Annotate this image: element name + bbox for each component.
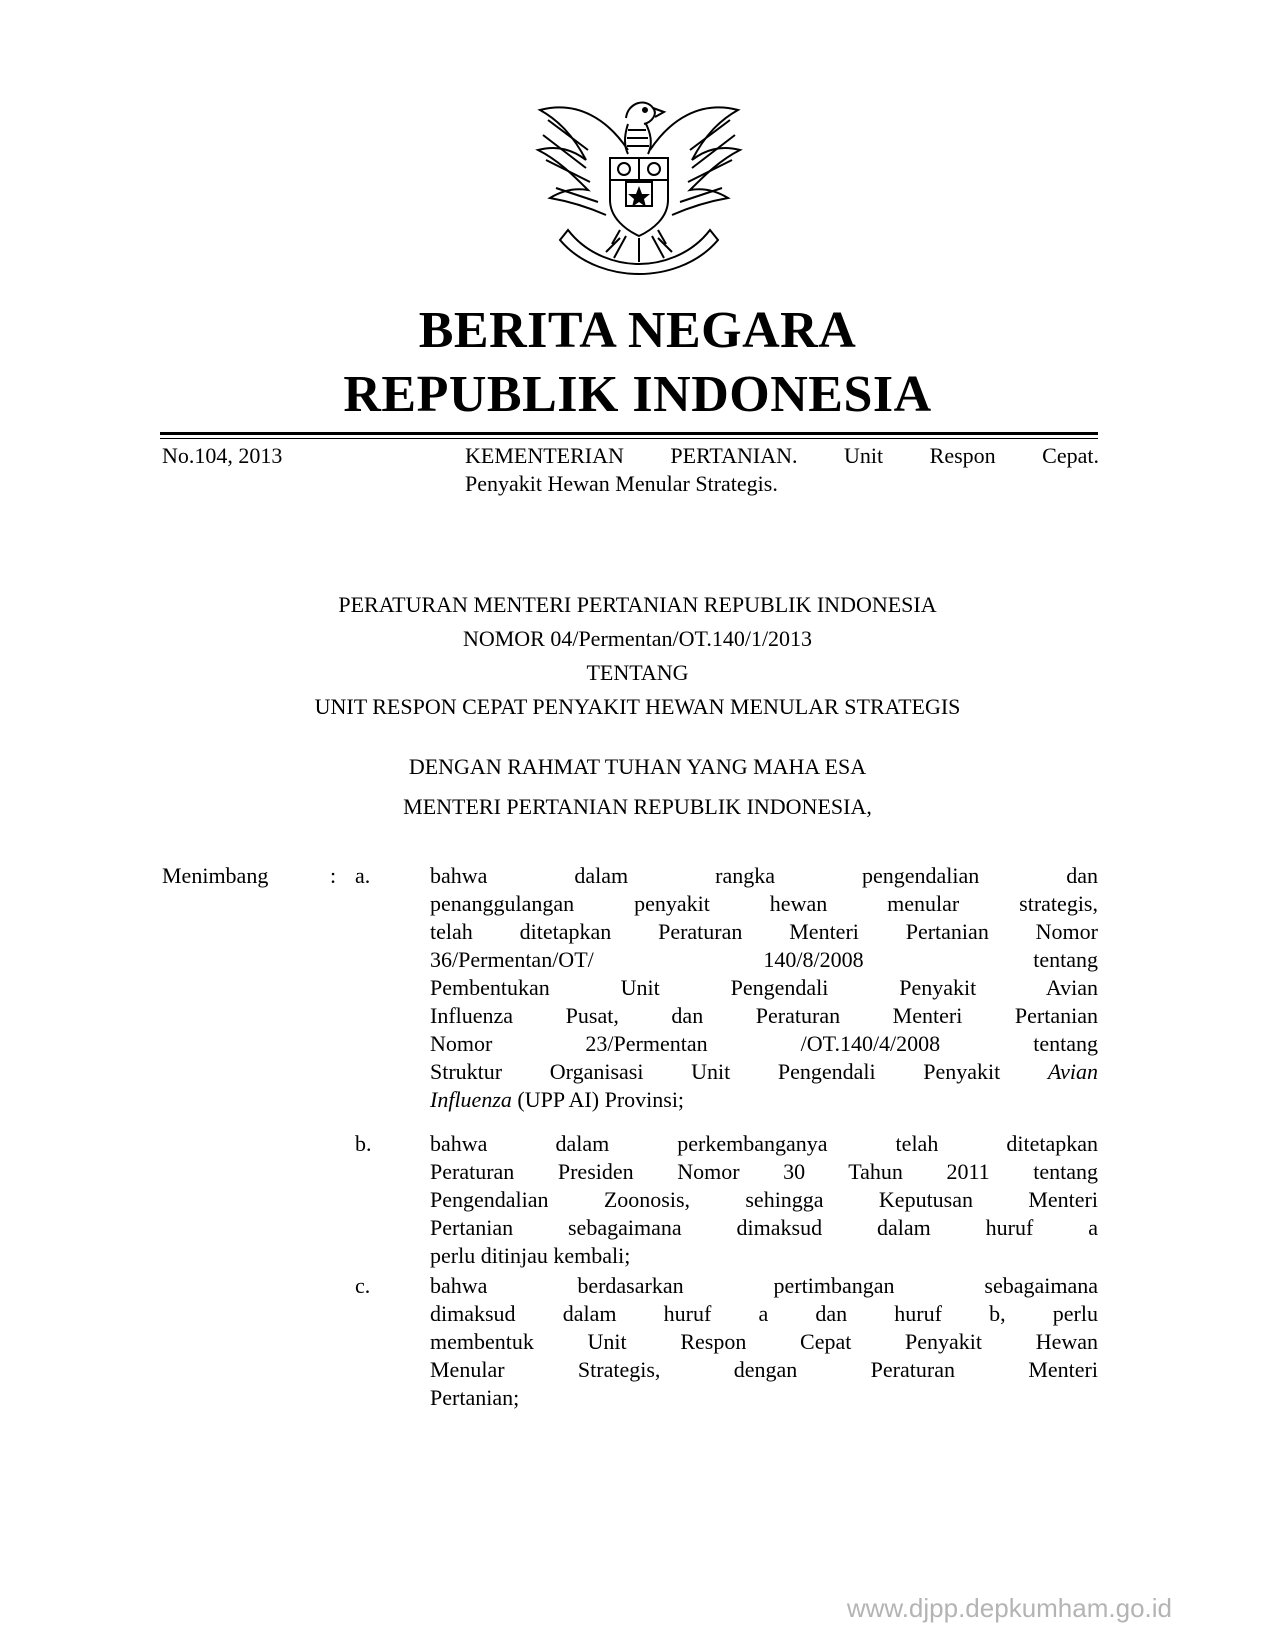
garuda-pancasila-emblem [528, 80, 750, 280]
issue-subject [465, 442, 1099, 498]
masthead-title-line1: BERITA NEGARA [418, 302, 857, 359]
item-a-line: Influenza Pusat, dan Peraturan Menteri Pertanian [430, 1003, 1098, 1028]
item-b-line: Pengendalian Zoonosis, sehingga Keputusan Menteri [430, 1187, 1098, 1212]
item-a-line-text: Struktur Organisasi Unit Pengendali Penyakit [430, 1059, 1001, 1084]
preamble-line2: MENTERI PERTANIAN REPUBLIK INDONESIA, [403, 794, 872, 819]
item-b-line: Peraturan Presiden Nomor 30 Tahun 2011 tentang [430, 1159, 1098, 1184]
emblem-icon [528, 80, 750, 280]
item-c-line: dimaksud dalam huruf a dan huruf b, perlu [430, 1301, 1098, 1326]
item-a-line: penanggulangan penyakit hewan menular strategis, [430, 891, 1098, 916]
issue-number: No.104, 2013 [162, 443, 283, 468]
item-a-line: 36/Permentan/OT/ 140/8/2008 tentang [430, 947, 1098, 972]
item-a-line: Nomor 23/Permentan /OT.140/4/2008 tentang [430, 1031, 1098, 1056]
considering-item-c [430, 1272, 1098, 1412]
item-a-line: Pembentukan Unit Pengendali Penyakit Avian [430, 975, 1098, 1000]
item-b-line: perlu ditinjau kembali; [430, 1243, 631, 1268]
masthead-rule-thick [160, 432, 1098, 435]
item-a-influenza-term: Influenza [430, 1087, 512, 1112]
item-b-line: bahwa dalam perkembanganya telah ditetapkan [430, 1131, 1098, 1156]
item-marker-b: b. [355, 1131, 372, 1156]
item-a-avian-term: Avian [1047, 1059, 1099, 1084]
considering-item-b [430, 1130, 1098, 1270]
item-a-line [430, 1086, 1098, 1114]
regulation-number: NOMOR 04/Permentan/OT.140/1/2013 [462, 626, 813, 651]
considering-label: Menimbang [162, 863, 269, 888]
item-c-line: Menular Strategis, dengan Peraturan Menteri [430, 1357, 1098, 1382]
item-c-line: bahwa berdasarkan pertimbangan sebagaimana [430, 1273, 1098, 1298]
considering-colon: : [330, 863, 337, 888]
preamble-line1: DENGAN RAHMAT TUHAN YANG MAHA ESA [408, 754, 867, 779]
item-marker-c: c. [355, 1273, 371, 1298]
watermark-url: www.djpp.depkumham.go.id [846, 1593, 1172, 1623]
item-b-line: Pertanian sebagaimana dimaksud dalam huruf a [430, 1215, 1098, 1240]
item-a-line: bahwa dalam rangka pengendalian dan [430, 863, 1098, 888]
issue-subject-line1: KEMENTERIAN PERTANIAN. Unit Respon Cepat. [465, 443, 1099, 468]
regulation-title-line1: PERATURAN MENTERI PERTANIAN REPUBLIK INDONESIA [338, 592, 937, 617]
masthead-rule-thin [160, 438, 1098, 439]
regulation-subject: UNIT RESPON CEPAT PENYAKIT HEWAN MENULAR STRATEGIS [314, 694, 961, 719]
item-a-line-text: (UPP AI) Provinsi; [517, 1087, 685, 1112]
masthead-title-line2: REPUBLIK INDONESIA [343, 366, 932, 423]
regulation-about: TENTANG [586, 660, 689, 685]
item-c-line: membentuk Unit Respon Cepat Penyakit Hewan [430, 1329, 1098, 1354]
item-marker-a: a. [355, 863, 371, 888]
item-c-line: Pertanian; [430, 1385, 520, 1410]
preamble [0, 750, 1275, 824]
item-a-line [430, 1058, 1098, 1086]
considering-item-a [430, 862, 1098, 1114]
regulation-title [0, 588, 1275, 724]
issue-subject-line2: Penyakit Hewan Menular Strategis. [465, 471, 778, 496]
item-a-line: telah ditetapkan Peraturan Menteri Pertanian Nomor [430, 919, 1098, 944]
